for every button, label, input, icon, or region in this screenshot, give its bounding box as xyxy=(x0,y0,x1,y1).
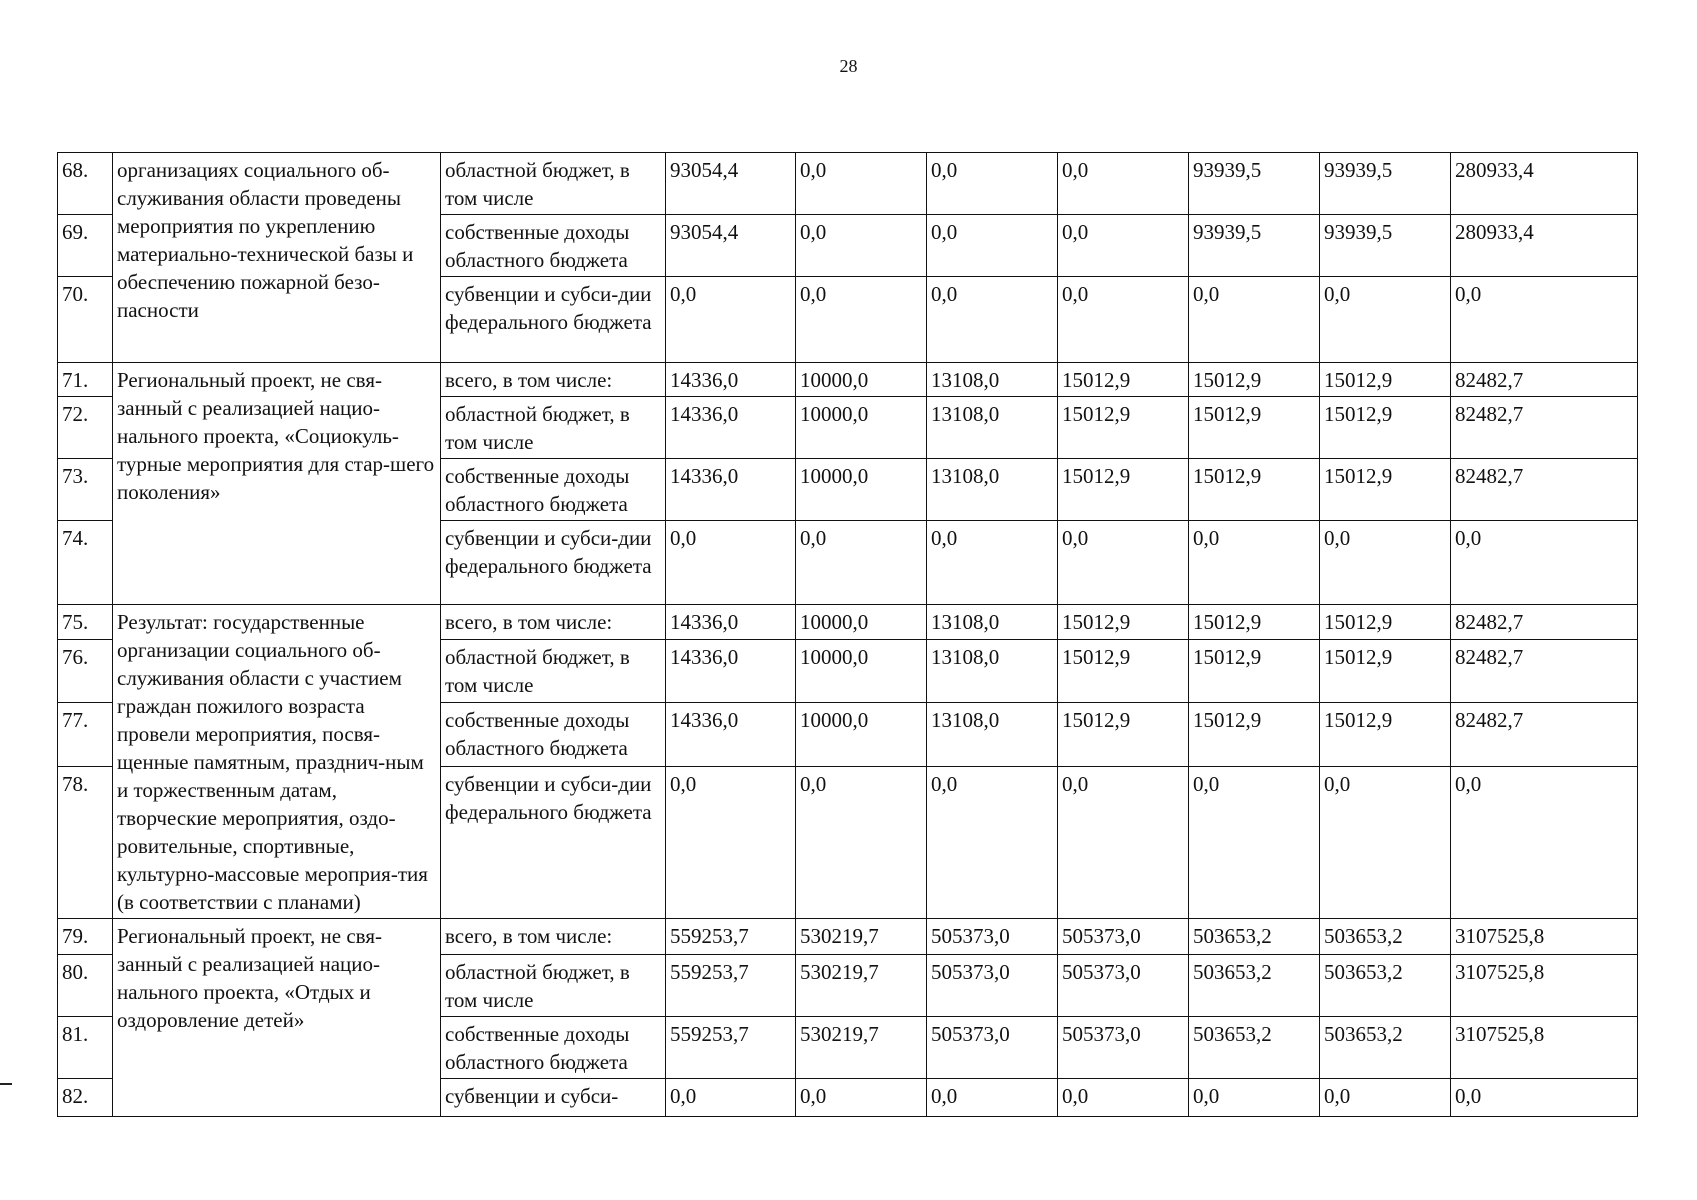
amount-cell: 15012,9 xyxy=(1058,397,1189,459)
amount-cell: 0,0 xyxy=(1320,521,1451,605)
amount-cell: 505373,0 xyxy=(1058,1017,1189,1079)
amount-cell: 0,0 xyxy=(1189,767,1320,919)
amount-cell: 0,0 xyxy=(666,767,796,919)
funding-source-cell: всего, в том числе: xyxy=(441,363,666,397)
amount-cell: 10000,0 xyxy=(796,459,927,521)
scan-margin-mark xyxy=(0,1083,12,1085)
amount-cell: 0,0 xyxy=(1058,153,1189,215)
amount-cell: 0,0 xyxy=(1058,1079,1189,1117)
amount-cell: 15012,9 xyxy=(1320,363,1451,397)
total-cell: 0,0 xyxy=(1451,277,1638,363)
row-number-cell: 80. xyxy=(58,955,113,1017)
amount-cell: 93939,5 xyxy=(1189,215,1320,277)
amount-cell: 15012,9 xyxy=(1058,363,1189,397)
row-number-cell: 71. xyxy=(58,363,113,397)
total-cell: 82482,7 xyxy=(1451,703,1638,767)
funding-source-cell: всего, в том числе: xyxy=(441,605,666,640)
amount-cell: 10000,0 xyxy=(796,605,927,640)
funding-source-cell: областной бюджет, в том числе xyxy=(441,153,666,215)
row-number-cell: 82. xyxy=(58,1079,113,1117)
row-number-cell: 68. xyxy=(58,153,113,215)
amount-cell: 0,0 xyxy=(1058,277,1189,363)
amount-cell: 15012,9 xyxy=(1189,703,1320,767)
amount-cell: 15012,9 xyxy=(1058,459,1189,521)
amount-cell: 530219,7 xyxy=(796,1017,927,1079)
amount-cell: 0,0 xyxy=(796,767,927,919)
amount-cell: 559253,7 xyxy=(666,955,796,1017)
total-cell: 3107525,8 xyxy=(1451,919,1638,955)
amount-cell: 505373,0 xyxy=(1058,919,1189,955)
table-row xyxy=(58,605,1638,640)
funding-source-cell: субвенции и субси-дии федерального бюджета xyxy=(441,277,666,363)
table-row xyxy=(58,153,1638,215)
amount-cell: 503653,2 xyxy=(1189,919,1320,955)
amount-cell: 13108,0 xyxy=(927,703,1058,767)
amount-cell: 503653,2 xyxy=(1189,1017,1320,1079)
amount-cell: 15012,9 xyxy=(1189,397,1320,459)
amount-cell: 530219,7 xyxy=(796,919,927,955)
amount-cell: 0,0 xyxy=(1320,277,1451,363)
amount-cell: 0,0 xyxy=(796,153,927,215)
amount-cell: 15012,9 xyxy=(1320,459,1451,521)
amount-cell: 15012,9 xyxy=(1189,639,1320,703)
amount-cell: 0,0 xyxy=(666,521,796,605)
amount-cell: 14336,0 xyxy=(666,459,796,521)
funding-source-cell: всего, в том числе: xyxy=(441,919,666,955)
amount-cell: 559253,7 xyxy=(666,919,796,955)
total-cell: 3107525,8 xyxy=(1451,1017,1638,1079)
amount-cell: 0,0 xyxy=(666,277,796,363)
funding-source-cell: субвенции и субси-дии федерального бюджета xyxy=(441,521,666,605)
activity-description-cell: Региональный проект, не свя-занный с реализацией нацио-нального проекта, «Отдых и оздоровление детей» xyxy=(113,919,441,1117)
total-cell: 82482,7 xyxy=(1451,639,1638,703)
amount-cell: 15012,9 xyxy=(1320,397,1451,459)
amount-cell: 93939,5 xyxy=(1320,215,1451,277)
amount-cell: 10000,0 xyxy=(796,397,927,459)
amount-cell: 559253,7 xyxy=(666,1017,796,1079)
funding-source-cell: субвенции и субси- xyxy=(441,1079,666,1117)
row-number-cell: 73. xyxy=(58,459,113,521)
row-number-cell: 79. xyxy=(58,919,113,955)
amount-cell: 0,0 xyxy=(796,277,927,363)
row-number-cell: 75. xyxy=(58,605,113,640)
total-cell: 0,0 xyxy=(1451,1079,1638,1117)
amount-cell: 14336,0 xyxy=(666,363,796,397)
amount-cell: 0,0 xyxy=(1320,1079,1451,1117)
amount-cell: 0,0 xyxy=(927,1079,1058,1117)
amount-cell: 0,0 xyxy=(796,1079,927,1117)
amount-cell: 15012,9 xyxy=(1058,639,1189,703)
amount-cell: 0,0 xyxy=(1058,215,1189,277)
amount-cell: 505373,0 xyxy=(1058,955,1189,1017)
amount-cell: 15012,9 xyxy=(1189,459,1320,521)
row-number-cell: 69. xyxy=(58,215,113,277)
table-row xyxy=(58,919,1638,955)
funding-source-cell: собственные доходы областного бюджета xyxy=(441,215,666,277)
amount-cell: 10000,0 xyxy=(796,703,927,767)
amount-cell: 0,0 xyxy=(927,277,1058,363)
total-cell: 82482,7 xyxy=(1451,363,1638,397)
amount-cell: 503653,2 xyxy=(1189,955,1320,1017)
amount-cell: 15012,9 xyxy=(1320,639,1451,703)
total-cell: 280933,4 xyxy=(1451,215,1638,277)
amount-cell: 93054,4 xyxy=(666,215,796,277)
amount-cell: 14336,0 xyxy=(666,703,796,767)
amount-cell: 93939,5 xyxy=(1320,153,1451,215)
amount-cell: 14336,0 xyxy=(666,397,796,459)
amount-cell: 0,0 xyxy=(1189,277,1320,363)
row-number-cell: 77. xyxy=(58,703,113,767)
amount-cell: 0,0 xyxy=(927,521,1058,605)
total-cell: 82482,7 xyxy=(1451,605,1638,640)
amount-cell: 0,0 xyxy=(927,215,1058,277)
amount-cell: 10000,0 xyxy=(796,639,927,703)
amount-cell: 503653,2 xyxy=(1320,1017,1451,1079)
amount-cell: 15012,9 xyxy=(1320,605,1451,640)
amount-cell: 15012,9 xyxy=(1320,703,1451,767)
amount-cell: 14336,0 xyxy=(666,639,796,703)
amount-cell: 505373,0 xyxy=(927,919,1058,955)
funding-source-cell: областной бюджет, в том числе xyxy=(441,397,666,459)
amount-cell: 0,0 xyxy=(1189,1079,1320,1117)
row-number-cell: 74. xyxy=(58,521,113,605)
amount-cell: 0,0 xyxy=(1058,767,1189,919)
amount-cell: 13108,0 xyxy=(927,639,1058,703)
funding-source-cell: областной бюджет, в том числе xyxy=(441,639,666,703)
amount-cell: 505373,0 xyxy=(927,1017,1058,1079)
amount-cell: 15012,9 xyxy=(1058,703,1189,767)
amount-cell: 15012,9 xyxy=(1189,605,1320,640)
amount-cell: 14336,0 xyxy=(666,605,796,640)
amount-cell: 503653,2 xyxy=(1320,919,1451,955)
funding-source-cell: собственные доходы областного бюджета xyxy=(441,703,666,767)
amount-cell: 530219,7 xyxy=(796,955,927,1017)
total-cell: 3107525,8 xyxy=(1451,955,1638,1017)
amount-cell: 0,0 xyxy=(1320,767,1451,919)
amount-cell: 15012,9 xyxy=(1189,363,1320,397)
amount-cell: 0,0 xyxy=(927,153,1058,215)
funding-source-cell: собственные доходы областного бюджета xyxy=(441,459,666,521)
amount-cell: 13108,0 xyxy=(927,397,1058,459)
row-number-cell: 72. xyxy=(58,397,113,459)
amount-cell: 15012,9 xyxy=(1058,605,1189,640)
table-row xyxy=(58,363,1638,397)
amount-cell: 0,0 xyxy=(666,1079,796,1117)
amount-cell: 0,0 xyxy=(1189,521,1320,605)
amount-cell: 10000,0 xyxy=(796,363,927,397)
total-cell: 0,0 xyxy=(1451,521,1638,605)
amount-cell: 0,0 xyxy=(927,767,1058,919)
amount-cell: 93939,5 xyxy=(1189,153,1320,215)
table-body xyxy=(58,153,1638,1117)
row-number-cell: 81. xyxy=(58,1017,113,1079)
amount-cell: 0,0 xyxy=(796,521,927,605)
page-number: 28 xyxy=(839,56,858,76)
amount-cell: 503653,2 xyxy=(1320,955,1451,1017)
amount-cell: 13108,0 xyxy=(927,459,1058,521)
row-number-cell: 78. xyxy=(58,767,113,919)
activity-description-cell: организациях социального об-служивания области проведены мероприятия по укреплению материально-технической базы и обеспечению пожарной безо-пасности xyxy=(113,153,441,363)
total-cell: 82482,7 xyxy=(1451,459,1638,521)
row-number-cell: 76. xyxy=(58,639,113,703)
amount-cell: 93054,4 xyxy=(666,153,796,215)
funding-source-cell: областной бюджет, в том числе xyxy=(441,955,666,1017)
row-number-cell: 70. xyxy=(58,277,113,363)
activity-description-cell: Результат: государственные организации социального об-служивания области с участием граждан пожилого возраста провели мероприятия, посвя-щенные памятным, празднич-ным и торжественным датам, творческие мероприятия, оздо-ровительные, спортивные, культурно-массовые мероприя-тия (в соответствии с планами) xyxy=(113,605,441,919)
budget-table xyxy=(57,152,1638,1117)
amount-cell: 13108,0 xyxy=(927,363,1058,397)
total-cell: 280933,4 xyxy=(1451,153,1638,215)
amount-cell: 0,0 xyxy=(796,215,927,277)
total-cell: 0,0 xyxy=(1451,767,1638,919)
funding-source-cell: субвенции и субси-дии федерального бюджета xyxy=(441,767,666,919)
total-cell: 82482,7 xyxy=(1451,397,1638,459)
funding-source-cell: собственные доходы областного бюджета xyxy=(441,1017,666,1079)
amount-cell: 505373,0 xyxy=(927,955,1058,1017)
activity-description-cell: Региональный проект, не свя-занный с реализацией нацио-нального проекта, «Социокуль-турные мероприятия для стар-шего поколения» xyxy=(113,363,441,605)
amount-cell: 13108,0 xyxy=(927,605,1058,640)
amount-cell: 0,0 xyxy=(1058,521,1189,605)
